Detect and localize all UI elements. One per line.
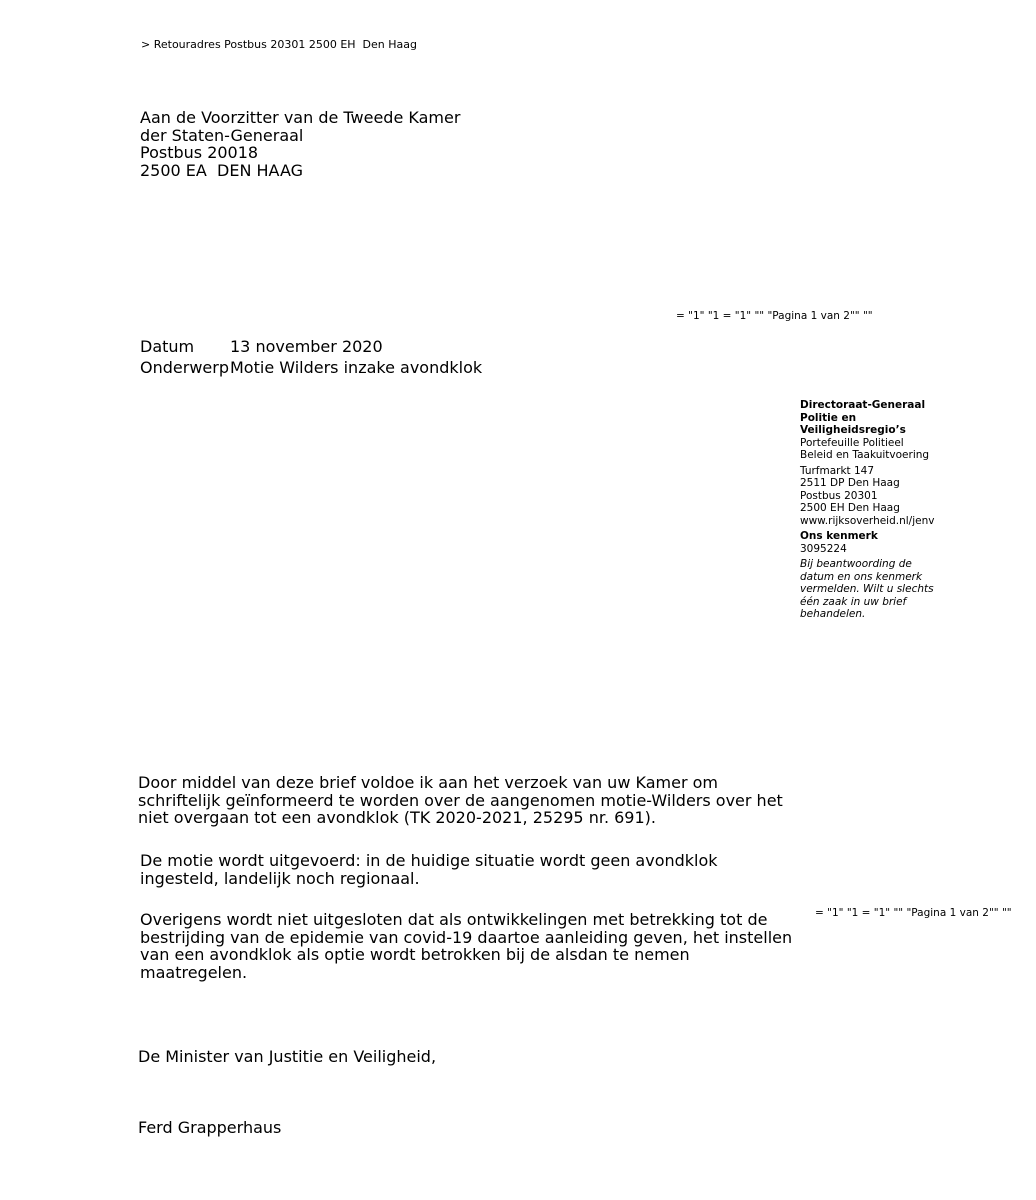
org-line-1: Directoraat-Generaal: [800, 399, 926, 411]
dept-line-2: Beleid en Taakuitvoering: [800, 449, 930, 461]
recipient-line-1: Aan de Voorzitter van de Tweede Kamer: [140, 108, 461, 127]
subject-row: [140, 358, 482, 377]
dept-line-1: Portefeuille Politieel: [800, 436, 904, 449]
recipient-line-3: Postbus 20018: [140, 143, 259, 162]
body-paragraph-2: De motie wordt uitgevoerd: in de huidige situatie wordt geen avondklok ingesteld, landelijk noch regionaal.: [140, 851, 718, 888]
recipient-address: [140, 109, 460, 179]
body-paragraph-1: Door middel van deze brief voldoe ik aan het verzoek van uw Kamer om schriftelijk geïnformeerd te worden over de aangenomen motie-Wilders over het niet overgaan tot een avondklok (TK 2020-2021, 25295 nr. 691).: [138, 773, 783, 827]
subject-value: Motie Wilders inzake avondklok: [230, 358, 483, 377]
address-line-3: Postbus 20301: [800, 489, 878, 502]
date-value: 13 november 2020: [230, 337, 383, 356]
address-line-1: Turfmarkt 147: [800, 464, 875, 477]
reference-label: Ons kenmerk: [800, 530, 878, 542]
date-label: Datum: [140, 337, 195, 356]
note-line-5: behandelen.: [800, 608, 866, 620]
subject-label: Onderwerp: [140, 358, 229, 377]
body-paragraph-3: Overigens wordt niet uitgesloten dat als ontwikkelingen met betrekking tot de bestrijding van de epidemie van covid-19 daartoe aanleiding geven, het instellen van een avondklok als optie wordt betrokken bij de alsdan te nemen maatregelen.: [140, 910, 793, 982]
sender-sidebar: [800, 399, 950, 621]
return-address: > Retouradres Postbus 20301 2500 EH Den Haag: [141, 38, 417, 51]
page-field-mid: = "1" "1 = "1" "" "Pagina 1 van 2"" "": [815, 907, 1012, 919]
address-line-2: 2511 DP Den Haag: [800, 477, 900, 489]
recipient-line-2: der Staten-Generaal: [140, 125, 304, 145]
note-line-4: één zaak in uw brief: [800, 595, 907, 608]
note-line-2: datum en ons kenmerk: [800, 570, 923, 583]
reference-value: 3095224: [800, 542, 847, 555]
note-line-1: Bij beantwoording de: [800, 558, 912, 570]
page-field-top: = "1" "1 = "1" "" "Pagina 1 van 2"" "": [676, 310, 873, 322]
date-row: [140, 337, 383, 356]
note-line-3: vermelden. Wilt u slechts: [800, 583, 934, 595]
org-line-3: Veiligheidsregio’s: [800, 424, 906, 436]
org-line-2: Politie en: [800, 411, 857, 424]
closing-line: De Minister van Justitie en Veiligheid,: [138, 1047, 437, 1066]
website-link[interactable]: www.rijksoverheid.nl/jenv: [800, 514, 935, 527]
recipient-line-4: 2500 EA DEN HAAG: [140, 160, 303, 180]
address-line-4: 2500 EH Den Haag: [800, 502, 900, 514]
signature-name: Ferd Grapperhaus: [138, 1118, 282, 1137]
